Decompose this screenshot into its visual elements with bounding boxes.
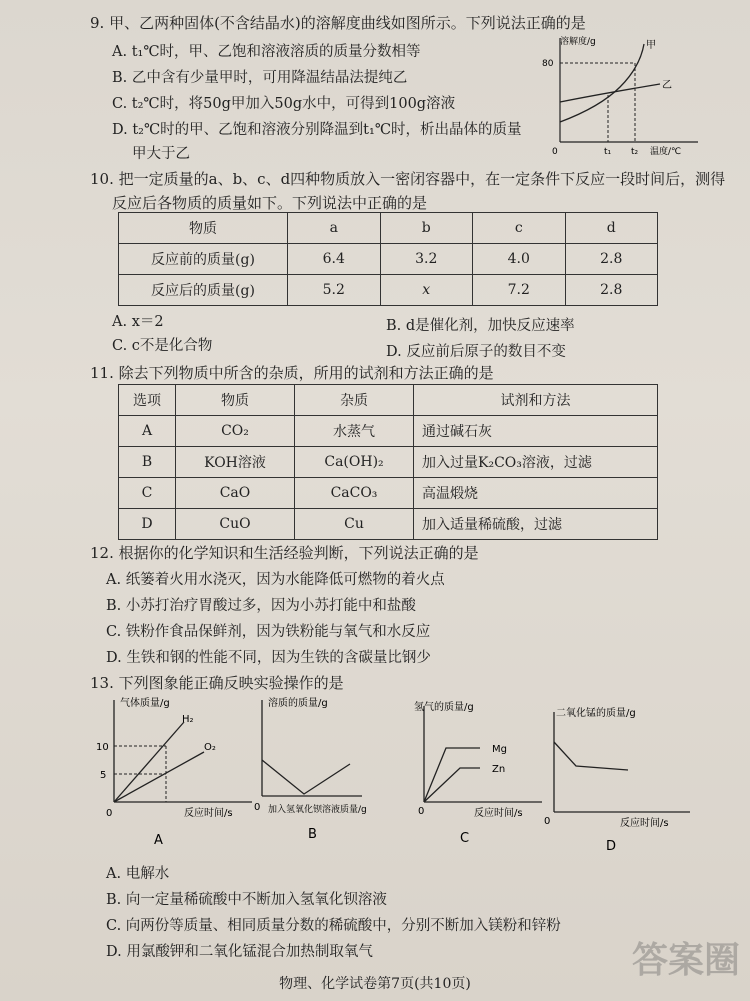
q13-stem: 13. 下列图象能正确反映实验操作的是: [90, 674, 344, 692]
q11-cell: 水蒸气: [295, 416, 414, 447]
q11-cell: A: [119, 416, 176, 447]
q9-option-a: A. t₁℃时，甲、乙饱和溶液溶质的质量分数相等: [112, 44, 421, 60]
table-row: [119, 416, 658, 447]
q13-b-origin: 0: [254, 802, 261, 813]
q13-option-a: A. 电解水: [106, 866, 170, 882]
q13-b-ylabel: 溶质的质量/g: [268, 698, 328, 709]
q11-cell: CO₂: [176, 416, 295, 447]
q13-graph-d: [540, 702, 700, 862]
q11-cell: 通过碱石灰: [414, 416, 658, 447]
q10-option-b: B. d是催化剂，加快反应速率: [386, 318, 575, 334]
q10-header-cell: d: [565, 213, 658, 244]
q11-header-cell: 杂质: [295, 385, 414, 416]
table-row: [119, 385, 658, 416]
q9-origin: 0: [552, 147, 558, 157]
q11-cell: 高温煅烧: [414, 478, 658, 509]
q10-header-cell: b: [380, 213, 473, 244]
q9-t2: t₂: [631, 147, 639, 157]
q10-cell: 反应后的质量(g): [119, 275, 288, 306]
q9-option-d: D. t₂℃时的甲、乙饱和溶液分别降温到t₁℃时，析出晶体的质量: [112, 122, 522, 138]
q13-a-h2-line: [114, 722, 184, 802]
q13-b-line: [262, 760, 350, 794]
q10-cell: 7.2: [473, 275, 566, 306]
q10-header-cell: a: [288, 213, 381, 244]
q10-cell: 5.2: [288, 275, 381, 306]
q13-option-d: D. 用氯酸钾和二氧化锰混合加热制取氧气: [106, 944, 373, 960]
table-row: [119, 447, 658, 478]
q9-stem: 9. 甲、乙两种固体(不含结晶水)的溶解度曲线如图所示。下列说法正确的是: [90, 14, 586, 32]
q10-option-d: D. 反应前后原子的数目不变: [386, 344, 566, 360]
q11-header-cell: 选项: [119, 385, 176, 416]
q13-a-h2-label: H₂: [182, 714, 194, 725]
q13-graph-c: [410, 698, 550, 858]
q10-option-a: A. x＝2: [112, 314, 164, 330]
q10-stem-2: 反应后各物质的质量如下。下列说法中正确的是: [112, 194, 428, 212]
q9-label-yi: 乙: [662, 80, 672, 91]
q13-a-origin: 0: [106, 808, 113, 819]
q13-d-origin: 0: [544, 816, 551, 827]
q11-cell: D: [119, 509, 176, 540]
q13-c-zn-line: [424, 768, 480, 802]
q11-table: [118, 384, 658, 540]
q9-option-c: C. t₂℃时，将50g甲加入50g水中，可得到100g溶液: [112, 96, 456, 112]
q13-option-c: C. 向两份等质量、相同质量分数的稀硫酸中，分别不断加入镁粉和锌粉: [106, 918, 561, 934]
q11-cell: Cu: [295, 509, 414, 540]
q9-y80: 80: [542, 59, 554, 69]
q10-header-cell: 物质: [119, 213, 288, 244]
q10-cell: 6.4: [288, 244, 381, 275]
q9-label-jia: 甲: [646, 40, 656, 51]
q13-d-line: [554, 742, 628, 770]
q13-a-xlabel: 反应时间/s: [184, 808, 233, 819]
q11-cell: CaO: [176, 478, 295, 509]
q12-option-d: D. 生铁和钢的性能不同，因为生铁的含碳量比钢少: [106, 650, 431, 666]
q11-header-cell: 物质: [176, 385, 295, 416]
q9-ylabel: 溶解度/g: [560, 37, 596, 47]
q10-cell: 2.8: [565, 244, 658, 275]
q13-a-ylabel: 气体质量/g: [120, 698, 170, 709]
q9-solubility-graph: [540, 32, 705, 157]
q13-a-letter: A: [154, 833, 163, 848]
q13-b-xlabel: 加入氢氧化钡溶液质量/g: [268, 805, 367, 815]
q13-c-xlabel: 反应时间/s: [474, 808, 523, 819]
q13-c-origin: 0: [418, 806, 425, 817]
q13-graph-a: [92, 692, 262, 852]
q12-option-c: C. 铁粉作食品保鲜剂，因为铁粉能与氧气和水反应: [106, 624, 431, 640]
q10-cell: x: [380, 275, 473, 306]
q9-option-d-cont: 甲大于乙: [132, 146, 190, 162]
q12-stem: 12. 根据你的化学知识和生活经验判断，下列说法正确的是: [90, 544, 479, 562]
q11-cell: 加入适量稀硫酸，过滤: [414, 509, 658, 540]
q13-c-letter: C: [460, 831, 470, 846]
q13-a-y5: 5: [100, 770, 107, 781]
q9-curve-jia: [560, 44, 644, 122]
q9-curve-yi: [560, 84, 660, 102]
q10-table: [118, 212, 658, 306]
q9-t1: t₁: [604, 147, 612, 157]
q13-c-ylabel: 氢气的质量/g: [414, 702, 474, 713]
watermark-logo: 答案圈: [631, 940, 740, 981]
q11-cell: B: [119, 447, 176, 478]
q10-header-cell: c: [473, 213, 566, 244]
table-row: [119, 275, 658, 306]
q13-b-letter: B: [308, 827, 317, 842]
table-row: [119, 244, 658, 275]
table-row: [119, 478, 658, 509]
q11-cell: 加入过量K₂CO₃溶液，过滤: [414, 447, 658, 478]
q13-c-mg-label: Mg: [492, 744, 507, 755]
q11-stem: 11. 除去下列物质中所含的杂质，所用的试剂和方法正确的是: [90, 364, 494, 382]
table-row: [119, 509, 658, 540]
table-row: [119, 213, 658, 244]
q13-a-o2-line: [114, 752, 204, 802]
q12-option-b: B. 小苏打治疗胃酸过多，因为小苏打能中和盐酸: [106, 598, 416, 614]
page-footer: 物理、化学试卷第7页(共10页): [279, 976, 471, 992]
q12-option-a: A. 纸篓着火用水浇灭，因为水能降低可燃物的着火点: [106, 572, 445, 588]
q11-cell: CuO: [176, 509, 295, 540]
q13-d-letter: D: [606, 839, 617, 854]
q9-option-b: B. 乙中含有少量甲时，可用降温结晶法提纯乙: [112, 70, 408, 86]
q10-stem-1: 10. 把一定质量的a、b、c、d四种物质放入一密闭容器中，在一定条件下反应一段时间后，测得: [90, 170, 726, 188]
q11-header-cell: 试剂和方法: [414, 385, 658, 416]
q13-option-b: B. 向一定量稀硫酸中不断加入氢氧化钡溶液: [106, 892, 387, 908]
q10-cell: 3.2: [380, 244, 473, 275]
q13-d-xlabel: 反应时间/s: [620, 818, 669, 829]
q11-cell: Ca(OH)₂: [295, 447, 414, 478]
q9-xlabel: 温度/℃: [650, 147, 682, 157]
q11-cell: C: [119, 478, 176, 509]
q11-cell: CaCO₃: [295, 478, 414, 509]
q10-cell: 2.8: [565, 275, 658, 306]
q13-c-zn-label: Zn: [492, 764, 506, 775]
q13-d-ylabel: 二氧化锰的质量/g: [556, 708, 636, 719]
q10-cell: 反应前的质量(g): [119, 244, 288, 275]
q13-graph-b: [250, 692, 380, 852]
q10-option-c: C. c不是化合物: [112, 338, 213, 354]
q13-a-y10: 10: [96, 742, 109, 753]
q10-cell: 4.0: [473, 244, 566, 275]
q13-a-o2-label: O₂: [204, 742, 216, 753]
q11-cell: KOH溶液: [176, 447, 295, 478]
